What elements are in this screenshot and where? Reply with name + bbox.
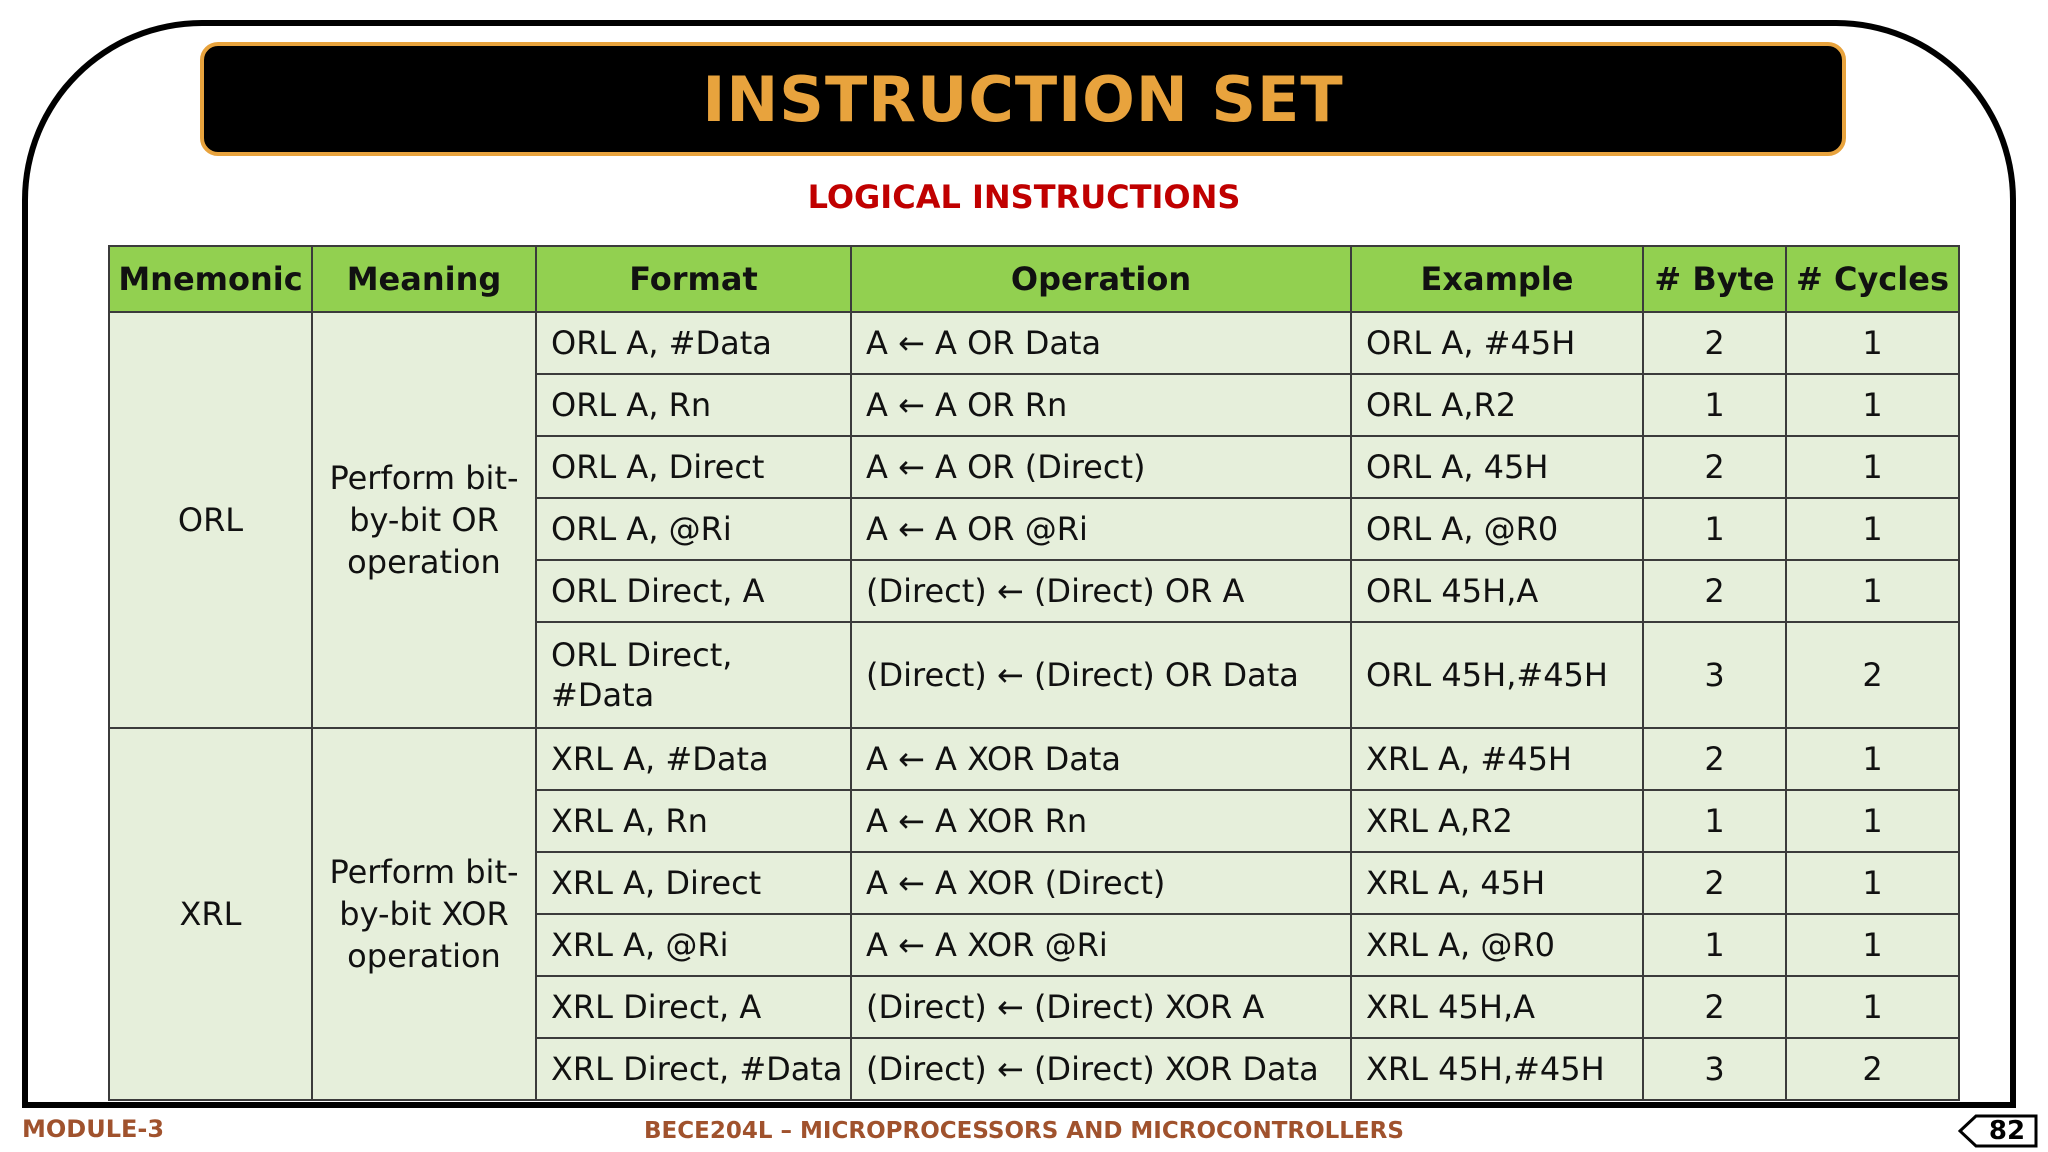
cycles-cell: 2 <box>1786 622 1959 728</box>
example-cell: ORL A, #45H <box>1351 312 1643 374</box>
example-cell: ORL A,R2 <box>1351 374 1643 436</box>
column-header: Meaning <box>312 246 536 312</box>
page-number: 82 <box>1988 1116 2026 1146</box>
operation-cell: A ← A XOR Data <box>851 728 1351 790</box>
cycles-cell: 1 <box>1786 560 1959 622</box>
cycles-cell: 1 <box>1786 976 1959 1038</box>
column-header: Mnemonic <box>109 246 312 312</box>
column-header: Operation <box>851 246 1351 312</box>
table-row <box>109 312 1959 374</box>
format-cell: XRL A, @Ri <box>536 914 851 976</box>
operation-cell: A ← A OR (Direct) <box>851 436 1351 498</box>
column-header: Format <box>536 246 851 312</box>
meaning-cell: Perform bit-by-bit OR operation <box>312 312 536 728</box>
byte-cell: 3 <box>1643 622 1786 728</box>
cycles-cell: 1 <box>1786 374 1959 436</box>
example-cell: XRL A, #45H <box>1351 728 1643 790</box>
column-header: # Byte <box>1643 246 1786 312</box>
example-cell: XRL 45H,#45H <box>1351 1038 1643 1100</box>
byte-cell: 2 <box>1643 560 1786 622</box>
operation-cell: A ← A XOR Rn <box>851 790 1351 852</box>
byte-cell: 2 <box>1643 852 1786 914</box>
operation-cell: (Direct) ← (Direct) XOR Data <box>851 1038 1351 1100</box>
instruction-table <box>108 245 1960 1101</box>
format-cell: XRL A, Direct <box>536 852 851 914</box>
example-cell: ORL 45H,A <box>1351 560 1643 622</box>
cycles-cell: 1 <box>1786 914 1959 976</box>
byte-cell: 3 <box>1643 1038 1786 1100</box>
operation-cell: (Direct) ← (Direct) OR Data <box>851 622 1351 728</box>
cycles-cell: 1 <box>1786 852 1959 914</box>
example-cell: ORL A, @R0 <box>1351 498 1643 560</box>
format-cell: XRL Direct, #Data <box>536 1038 851 1100</box>
format-cell: XRL A, #Data <box>536 728 851 790</box>
format-cell: ORL A, Rn <box>536 374 851 436</box>
mnemonic-cell: ORL <box>109 312 312 728</box>
format-cell: ORL A, #Data <box>536 312 851 374</box>
byte-cell: 2 <box>1643 976 1786 1038</box>
page-number-badge <box>1958 1114 2038 1148</box>
column-header: # Cycles <box>1786 246 1959 312</box>
format-cell: XRL Direct, A <box>536 976 851 1038</box>
operation-cell: A ← A OR @Ri <box>851 498 1351 560</box>
meaning-cell: Perform bit-by-bit XOR operation <box>312 728 536 1100</box>
operation-cell: A ← A OR Rn <box>851 374 1351 436</box>
example-cell: ORL 45H,#45H <box>1351 622 1643 728</box>
format-cell: XRL A, Rn <box>536 790 851 852</box>
operation-cell: (Direct) ← (Direct) XOR A <box>851 976 1351 1038</box>
example-cell: XRL A, @R0 <box>1351 914 1643 976</box>
operation-cell: A ← A OR Data <box>851 312 1351 374</box>
format-cell: ORL A, Direct <box>536 436 851 498</box>
example-cell: XRL A, 45H <box>1351 852 1643 914</box>
mnemonic-cell: XRL <box>109 728 312 1100</box>
byte-cell: 2 <box>1643 728 1786 790</box>
byte-cell: 2 <box>1643 436 1786 498</box>
slide-title: INSTRUCTION SET <box>702 62 1344 136</box>
operation-cell: A ← A XOR (Direct) <box>851 852 1351 914</box>
operation-cell: A ← A XOR @Ri <box>851 914 1351 976</box>
slide-frame-bottom-line <box>22 1102 2016 1108</box>
byte-cell: 1 <box>1643 374 1786 436</box>
title-banner <box>200 42 1846 156</box>
cycles-cell: 1 <box>1786 312 1959 374</box>
operation-cell: (Direct) ← (Direct) OR A <box>851 560 1351 622</box>
example-cell: ORL A, 45H <box>1351 436 1643 498</box>
cycles-cell: 1 <box>1786 790 1959 852</box>
column-header: Example <box>1351 246 1643 312</box>
byte-cell: 1 <box>1643 790 1786 852</box>
module-label: MODULE-3 <box>22 1115 165 1143</box>
byte-cell: 2 <box>1643 312 1786 374</box>
example-cell: XRL 45H,A <box>1351 976 1643 1038</box>
example-cell: XRL A,R2 <box>1351 790 1643 852</box>
format-cell: ORL Direct, A <box>536 560 851 622</box>
cycles-cell: 1 <box>1786 728 1959 790</box>
cycles-cell: 1 <box>1786 436 1959 498</box>
course-title: BECE204L – MICROPROCESSORS AND MICROCONTROLLERS <box>644 1118 1404 1144</box>
format-cell: ORL Direct, #Data <box>536 622 851 728</box>
byte-cell: 1 <box>1643 914 1786 976</box>
cycles-cell: 1 <box>1786 498 1959 560</box>
section-subtitle: LOGICAL INSTRUCTIONS <box>807 178 1241 216</box>
table-row <box>109 728 1959 790</box>
table-header-row <box>109 246 1959 312</box>
byte-cell: 1 <box>1643 498 1786 560</box>
cycles-cell: 2 <box>1786 1038 1959 1100</box>
format-cell: ORL A, @Ri <box>536 498 851 560</box>
